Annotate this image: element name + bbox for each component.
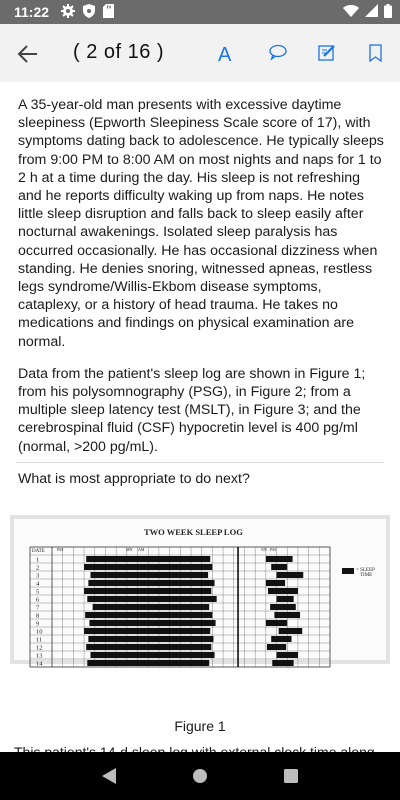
- figure-title: TWO WEEK SLEEP LOG: [144, 527, 243, 537]
- row-label: 9: [36, 620, 40, 628]
- status-bar: [0, 0, 400, 24]
- row-label: 7: [36, 604, 40, 612]
- row-label: 6: [36, 596, 40, 604]
- sd-card-icon: [103, 4, 114, 21]
- legend-swatch: [342, 568, 354, 574]
- bookmark-icon[interactable]: [364, 41, 388, 65]
- question-prompt: What is most appropriate to do next?: [18, 470, 250, 487]
- legend-label: TIME: [360, 573, 373, 578]
- shield-icon: [83, 4, 95, 21]
- recents-square-icon[interactable]: [279, 764, 303, 788]
- row-label: 8: [36, 612, 40, 620]
- battery-icon: [384, 4, 392, 21]
- back-triangle-icon[interactable]: [97, 764, 121, 788]
- row-label: 4: [36, 580, 40, 588]
- divider: [16, 462, 384, 463]
- am-label: AM: [138, 547, 145, 552]
- row-label: 13: [36, 652, 43, 660]
- mn-label: MN: [126, 547, 133, 552]
- question-paragraph: Data from the patient's sleep log are shown in Figure 1; from his polysomnography (PSG), in Figure 2; from a multiple sleep latency test (MSLT), in Figure 3; and the cerebrospinal fluid (CSF) hypocretin level is 400 pg/ml (normal, >200 pg/mL).: [18, 365, 366, 455]
- row-label: 10: [36, 628, 43, 636]
- status-time: 11:22: [14, 4, 50, 20]
- wifi-icon: [343, 4, 359, 20]
- pm-label: PM: [57, 547, 63, 552]
- date-header: DATE: [32, 549, 45, 554]
- app-bar: [0, 24, 400, 82]
- signal-icon: [365, 4, 378, 20]
- row-label: 3: [36, 572, 40, 580]
- edit-note-icon[interactable]: [315, 41, 339, 65]
- gear-icon: [61, 4, 75, 21]
- page-counter: ( 2 of 16 ): [73, 41, 165, 63]
- question-stem: [18, 96, 384, 502]
- figure-image[interactable]: [10, 515, 390, 668]
- nn-label: NN: [261, 547, 267, 552]
- home-circle-icon[interactable]: [188, 764, 212, 788]
- comment-icon[interactable]: [266, 41, 290, 65]
- row-label: 1: [36, 556, 40, 564]
- row-label: 14: [36, 660, 43, 668]
- question-content[interactable]: [0, 82, 400, 752]
- font-size-icon[interactable]: A: [218, 44, 232, 66]
- question-paragraph: A 35-year-old man presents with excessive daytime sleepiness (Epworth Sleepiness Scale score of 17), with symptoms dating back to adolescence. He typically sleeps from 9:00 PM to 8:00 AM on most nights and naps for 1 to 2 h at a time during the day. His sleep is not refreshing and he reports difficulty waking up from naps. He notes little sleep disruption and falls back to sleep easily after nocturnal awakenings. Isolated sleep paralysis has occurred occasionally. He has occasional dizziness when standing. He denies snoring, witnessed apneas, restless legs syndrome/Willis-Ekbom disease symptoms, cataplexy, or a history of head trauma. He takes no medications and findings on physical examination are normal.: [18, 97, 384, 350]
- back-arrow-icon[interactable]: [14, 40, 42, 68]
- legend-label: = SLEEP: [356, 568, 375, 573]
- row-label: 2: [36, 564, 40, 572]
- row-label: 11: [36, 636, 43, 644]
- system-nav-bar: [0, 752, 400, 800]
- figure-caption: Figure 1: [174, 718, 226, 734]
- pm2-label: PM: [270, 547, 276, 552]
- row-label: 5: [36, 588, 40, 596]
- row-label: 12: [36, 644, 43, 652]
- sleep-log-chart: [14, 519, 386, 668]
